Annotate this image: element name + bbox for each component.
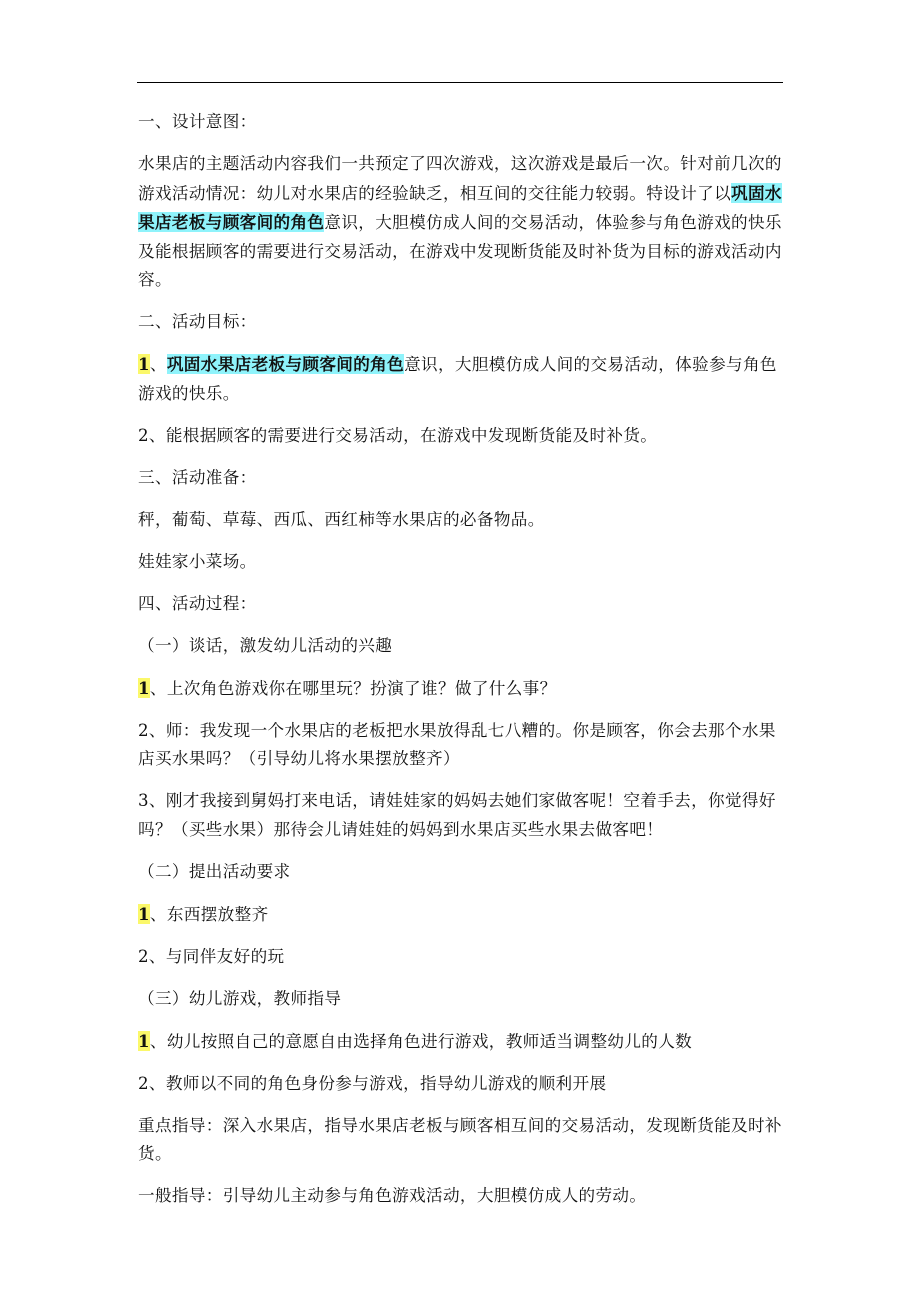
highlighted-number: 1 [138,1030,150,1051]
section-heading-goals: 二、活动目标： [138,312,257,331]
process-1-item-3: 3、刚才我接到舅妈打来电话，请娃娃家的妈妈去她们家做客呢！空着手去，你觉得好吗？（买些水果）那待会儿请娃娃的妈妈到水果店买些水果去做客吧！ [138,791,776,839]
goal-item-2: 2、能根据顾客的需要进行交易活动，在游戏中发现断货能及时补货。 [138,425,658,445]
design-intent-text-a: 水果店的主题活动内容我们一共预定了四次游戏，这次游戏是最后一次。针对前几次的游戏活动情况：幼儿对水果店的经验缺乏，相互间的交往能力较弱。特设计了以 [138,154,782,203]
design-intent-paragraph [138,150,786,295]
process-3-item-1-text: 、幼儿按照自己的意愿自由选择角色进行游戏，教师适当调整幼儿的人数 [149,1031,693,1051]
highlighted-phrase: 巩固水果店老板与顾客间的角色 [166,354,405,374]
document-body [138,108,786,1224]
process-1-item-2: 2、师：我发现一个水果店的老板把水果放得乱七八糟的。你是顾客，你会去那个水果店买水果吗？（引导幼儿将水果摆放整齐） [138,720,776,768]
highlighted-number: 1 [138,677,150,698]
process-1-item-1-text: 、上次角色游戏你在哪里玩？扮演了谁？做了什么事？ [149,678,557,698]
goal-item-1 [138,350,786,408]
header-rule [137,82,783,83]
section-heading-design-intent: 一、设计意图： [138,112,257,131]
process-subheading-2: （二）提出活动要求 [138,861,291,881]
goal-separator: 、 [149,355,167,374]
focus-guidance: 重点指导：深入水果店，指导水果店老板与顾客相互间的交易活动，发现断货能及时补货。 [138,1115,782,1163]
preparation-item-1: 秤，葡萄、草莓、西瓜、西红柿等水果店的必备物品。 [138,509,545,529]
section-heading-process: 四、活动过程： [138,593,257,613]
process-3-item-1 [138,1027,786,1057]
design-intent-text-b: 意识，大胆模仿成人间的交易活动，体验参与角色游戏的快乐及能根据顾客的需要进行交易活动，在游戏中发现断货能及时补货为目标的游戏活动内容。 [138,213,782,289]
process-1-item-1 [138,674,786,704]
general-guidance: 一般指导：引导幼儿主动参与角色游戏活动，大胆模仿成人的劳动。 [138,1186,647,1205]
process-subheading-1: （一）谈话，激发幼儿活动的兴趣 [138,635,393,655]
process-3-item-2: 2、教师以不同的角色身份参与游戏，指导幼儿游戏的顺利开展 [138,1073,607,1093]
process-subheading-3: （三）幼儿游戏，教师指导 [138,988,342,1008]
highlighted-number: 1 [138,903,150,924]
process-2-item-2: 2、与同伴友好的玩 [138,946,285,966]
preparation-item-2: 娃娃家小菜场。 [138,551,257,571]
section-heading-preparation: 三、活动准备： [138,467,257,487]
highlighted-phrase: 巩固水果店老板与顾客间的角色 [138,182,782,232]
goal-item-1-text: 意识，大胆模仿成人间的交易活动，体验参与角色游戏的快乐。 [138,355,777,403]
process-2-item-1 [138,900,786,930]
process-2-item-1-text: 、东西摆放整齐 [149,904,269,924]
highlighted-number: 1 [138,354,150,374]
